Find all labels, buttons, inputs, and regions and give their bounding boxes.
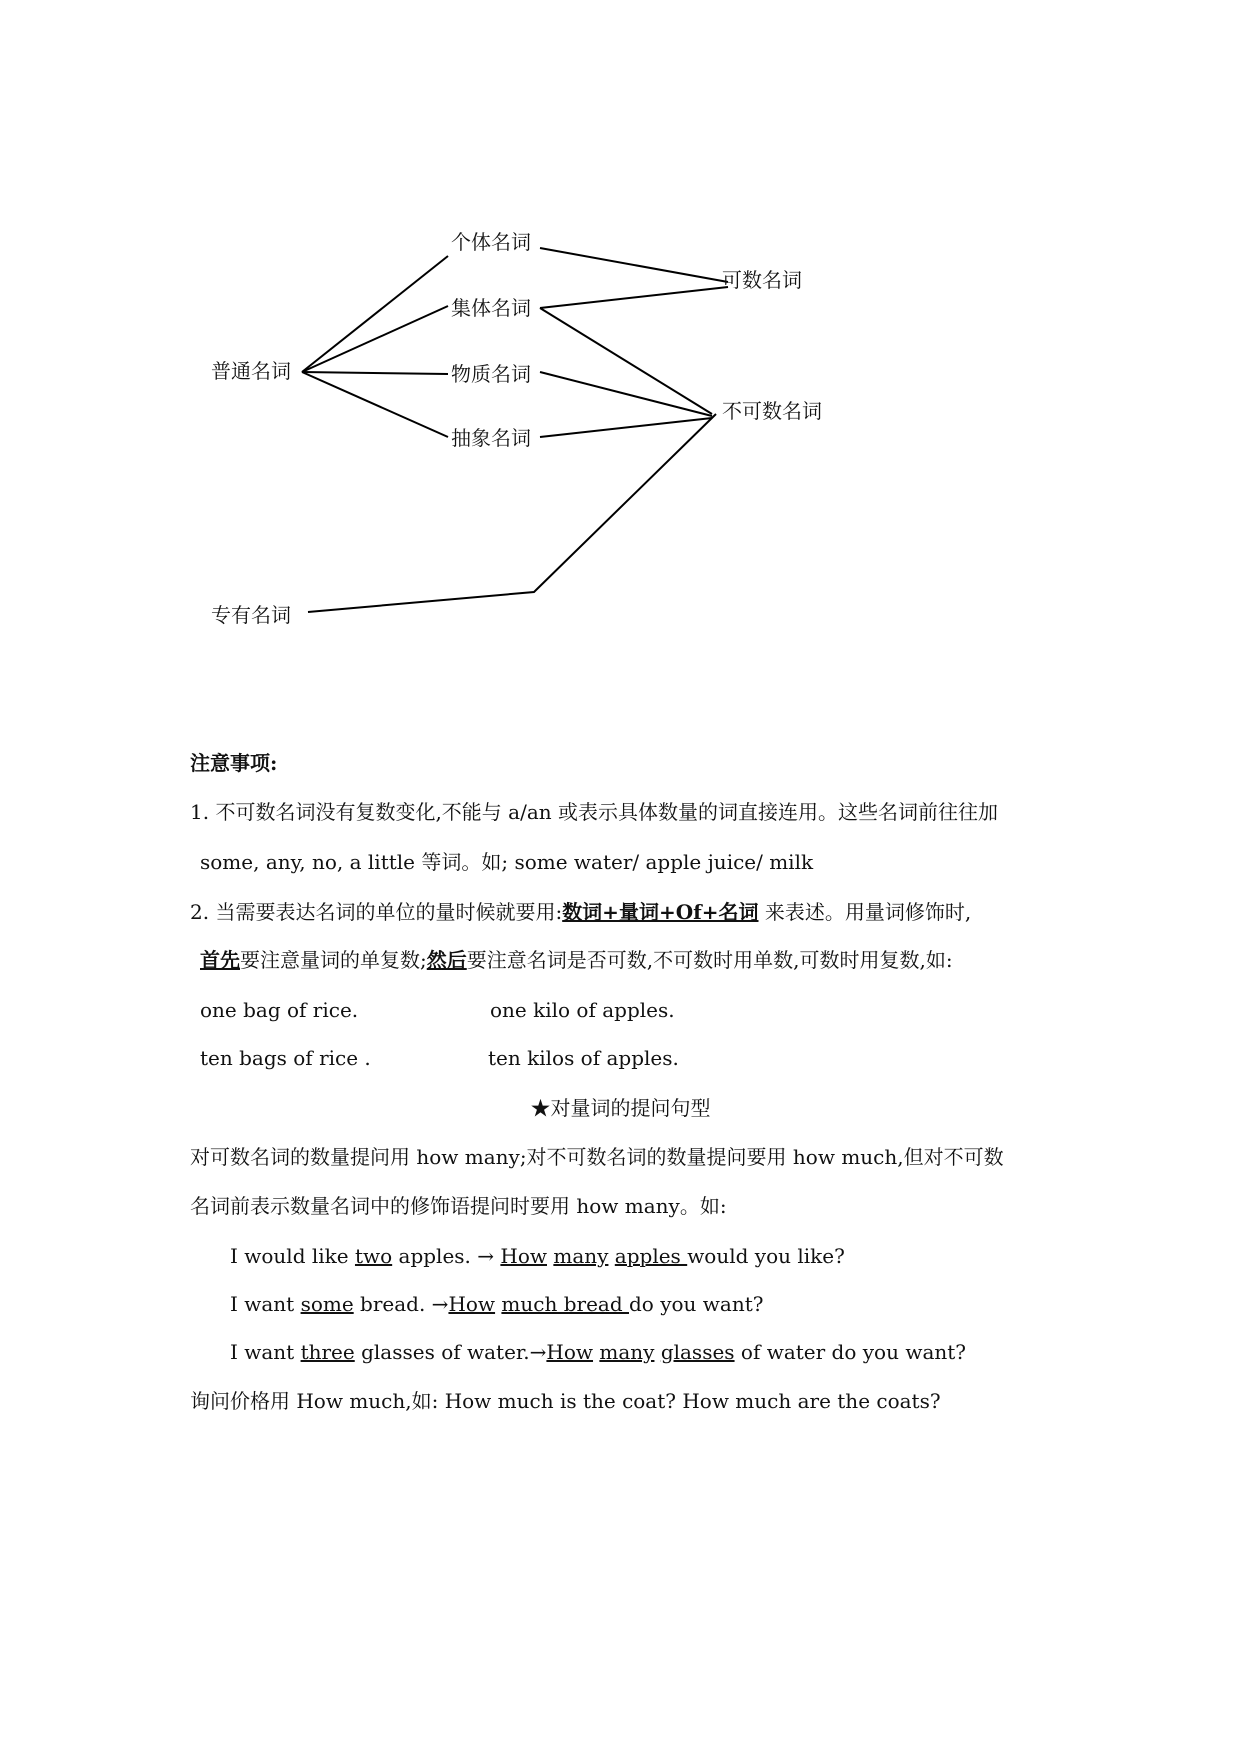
text: apples. → <box>392 1244 501 1268</box>
question-example-2 <box>230 1290 763 1318</box>
example-row1-right: one kilo of apples. <box>490 998 675 1022</box>
underlined-word: How <box>500 1244 547 1268</box>
note2-suffix: 来表述。用量词修饰时, <box>758 900 972 924</box>
note2-line1 <box>190 898 971 926</box>
node-countable-noun: 可数名词 <box>722 268 802 292</box>
line-material-uncountable <box>540 372 712 416</box>
note2-line2 <box>200 946 953 974</box>
underlined-word: many <box>599 1340 655 1364</box>
underlined-word: How <box>448 1292 496 1316</box>
example-row2-left: ten bags of rice . <box>200 1046 371 1070</box>
line-collective-countable <box>540 287 728 308</box>
text: I want <box>230 1340 301 1364</box>
node-uncountable-noun: 不可数名词 <box>722 399 822 423</box>
underlined-word: much bread <box>501 1292 629 1316</box>
text: do you want? <box>629 1292 764 1316</box>
price-question-line: 询问价格用 How much,如: How much is the coat? How much are the coats? <box>190 1389 941 1413</box>
note2-mid: 要注意量词的单复数; <box>240 948 427 972</box>
text: of water do you want? <box>734 1340 967 1364</box>
underlined-word: apples <box>614 1244 688 1268</box>
section-title: ★对量词的提问句型 <box>530 1096 711 1120</box>
line-individual-countable <box>540 248 728 282</box>
node-common-noun: 普通名词 <box>211 359 291 383</box>
node-collective-noun: 集体名词 <box>451 296 531 320</box>
line-abstract-uncountable <box>540 418 712 437</box>
note1-line2: some, any, no, a little 等词。如; some water/ apple juice/ milk <box>200 850 814 874</box>
example-row1-left: one bag of rice. <box>200 998 359 1022</box>
question-example-1 <box>230 1242 845 1270</box>
node-material-noun: 物质名词 <box>451 362 531 386</box>
example-row2-right: ten kilos of apples. <box>488 1046 679 1070</box>
text: I want <box>230 1292 301 1316</box>
underlined-word: three <box>300 1340 355 1364</box>
notes-heading: 注意事项: <box>190 751 278 775</box>
line-common-individual <box>302 256 448 372</box>
line-collective-uncountable <box>540 308 712 414</box>
line-common-abstract <box>302 372 448 437</box>
note2-formula: 数词+量词+Of+名词 <box>562 900 759 924</box>
section-para-line1: 对可数名词的数量提问用 how many;对不可数名词的数量提问要用 how much,但对不可数 <box>190 1145 1004 1169</box>
question-example-3 <box>230 1338 966 1366</box>
note2-rest: 要注意名词是否可数,不可数时用单数,可数时用复数,如: <box>466 948 953 972</box>
note2-first: 首先 <box>200 948 240 972</box>
text: bread. → <box>353 1292 449 1316</box>
line-common-material <box>302 372 448 374</box>
node-proper-noun: 专有名词 <box>211 603 291 627</box>
text: would you like? <box>687 1244 845 1268</box>
underlined-word: How <box>546 1340 594 1364</box>
noun-classification-diagram <box>0 0 1241 700</box>
node-abstract-noun: 抽象名词 <box>451 426 531 450</box>
note1-line1: 1. 不可数名词没有复数变化,不能与 a/an 或表示具体数量的词直接连用。这些名词前往往加 <box>190 800 998 824</box>
underlined-word: two <box>354 1244 393 1268</box>
note2-then: 然后 <box>426 948 467 972</box>
underlined-word: glasses <box>660 1340 735 1364</box>
underlined-word: many <box>553 1244 609 1268</box>
underlined-word: some <box>300 1292 354 1316</box>
section-para-line2: 名词前表示数量名词中的修饰语提问时要用 how many。如: <box>190 1194 727 1218</box>
note2-prefix: 2. 当需要表达名词的单位的量时候就要用: <box>190 900 563 924</box>
text: glasses of water.→ <box>354 1340 547 1364</box>
node-individual-noun: 个体名词 <box>451 230 531 254</box>
line-common-collective <box>302 306 448 372</box>
text: I would like <box>230 1244 355 1268</box>
